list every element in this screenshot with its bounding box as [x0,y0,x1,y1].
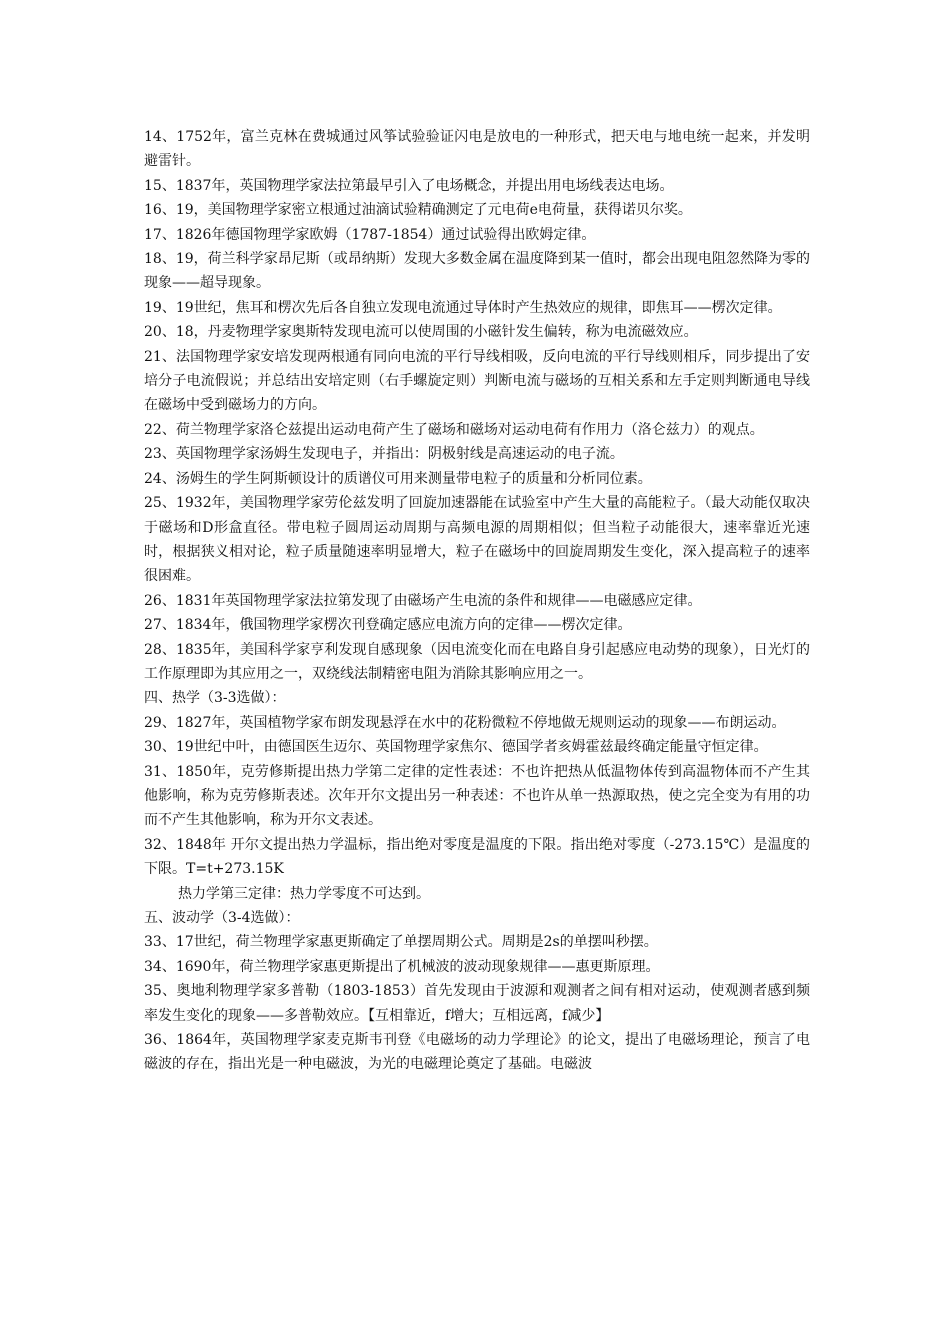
paragraph-19: 19、19世纪，焦耳和楞次先后各自独立发现电流通过导体时产生热效应的规律，即焦耳——楞次定律。 [144,299,782,316]
paragraph-29: 29、1827年，英国植物学家布朗发现悬浮在水中的花粉微粒不停地做无规则运动的现象——布朗运动。 [144,714,786,731]
paragraph-18: 18、19，荷兰科学家昂尼斯（或昂纳斯）发现大多数金属在温度降到某一值时，都会出现电阻忽然降为零的现象——超导现象。 [144,251,810,292]
paragraph-34: 34、1690年，荷兰物理学家惠更斯提出了机械波的波动现象规律——惠更斯原理。 [144,958,660,975]
paragraph-32: 32、1848年 开尔文提出热力学温标，指出绝对零度是温度的下限。指出绝对零度（-273.15℃）是温度的下限。T=t+273.15K [144,836,810,878]
paragraph-31: 31、1850年，克劳修斯提出热力学第二定律的定性表述：不也许把热从低温物体传到高温物体而不产生其他影响，称为克劳修斯表述。次年开尔文提出另一种表述：不也许从单一热源取热，使之完全变为有用的功而不产生其他影响，称为开尔文表述。 [144,763,810,829]
paragraph-27: 27、1834年，俄国物理学家楞次刊登确定感应电流方向的定律——楞次定律。 [144,617,632,634]
paragraph-36: 36、1864年，英国物理学家麦克斯韦刊登《电磁场的动力学理论》的论文，提出了电磁场理论，预言了电磁波的存在，指出光是一种电磁波，为光的电磁理论奠定了基础。电磁波 [144,1032,810,1073]
paragraph-30: 30、19世纪中叶，由德国医生迈尔、英国物理学家焦尔、德国学者亥姆霍兹最终确定能量守恒定律。 [144,739,768,756]
paragraph-26: 26、1831年英国物理学家法拉第发现了由磁场产生电流的条件和规律——电磁感应定律。 [144,592,702,609]
paragraph-20: 20、18，丹麦物理学家奥斯特发现电流可以使周围的小磁针发生偏转，称为电流磁效应。 [144,324,698,341]
paragraph-24: 24、汤姆生的学生阿斯顿设计的质谱仪可用来测量带电粒子的质量和分析同位素。 [144,470,652,487]
paragraph-14: 14、1752年，富兰克林在费城通过风筝试验验证闪电是放电的一种形式，把天电与地电统一起来，并发明避雷针。 [144,129,810,170]
section-heading-waves: 五、波动学（3-4选做）： [144,910,300,926]
paragraph-21: 21、法国物理学家安培发现两根通有同向电流的平行导线相吸，反向电流的平行导线则相斥，同步提出了安培分子电流假说；并总结出安培定则（右手螺旋定则）判断电流与磁场的互相关系和左手定则判断通电导线在磁场中受到磁场力的方向。 [144,348,810,414]
document-page [144,125,810,1077]
paragraph-15: 15、1837年，英国物理学家法拉第最早引入了电场概念，并提出用电场线表达电场。 [144,177,674,194]
paragraph-23: 23、英国物理学家汤姆生发现电子，并指出：阴极射线是高速运动的电子流。 [144,446,624,463]
paragraph-35: 35、奥地利物理学家多普勒（1803-1853）首先发现由于波源和观测者之间有相对运动，使观测者感到频率发生变化的现象——多普勒效应。【互相靠近，f增大；互相远离，f减少】 [144,983,810,1024]
paragraph-16: 16、19，美国物理学家密立根通过油滴试验精确测定了元电荷e电荷量，获得诺贝尔奖。 [144,202,692,219]
paragraph-22: 22、荷兰物理学家洛仑兹提出运动电荷产生了磁场和磁场对运动电荷有作用力（洛仑兹力）的观点。 [144,421,764,438]
section-heading-thermodynamics: 四、热学（3-3选做）： [144,690,286,707]
paragraph-33: 33、17世纪，荷兰物理学家惠更斯确定了单摆周期公式。周期是2s的单摆叫秒摆。 [144,934,658,951]
paragraph-17: 17、1826年德国物理学家欧姆（1787-1854）通过试验得出欧姆定律。 [144,226,596,243]
paragraph-25: 25、1932年，美国物理学家劳伦兹发明了回旋加速器能在试验室中产生大量的高能粒子。（最大动能仅取决于磁场和D形盒直径。带电粒子圆周运动周期与高频电源的周期相似；但当粒子动能很大，速率靠近光速时，根据狭义相对论，粒子质量随速率明显增大，粒子在磁场中的回旋周期发生变化，深入提高粒子的速率很困难。 [144,495,810,585]
third-law-note: 热力学第三定律：热力学零度不可达到。 [178,885,430,902]
paragraph-28: 28、1835年，美国科学家亨利发现自感现象（因电流变化而在电路自身引起感应电动势的现象），日光灯的工作原理即为其应用之一，双绕线法制精密电阻为消除其影响应用之一。 [144,641,810,682]
